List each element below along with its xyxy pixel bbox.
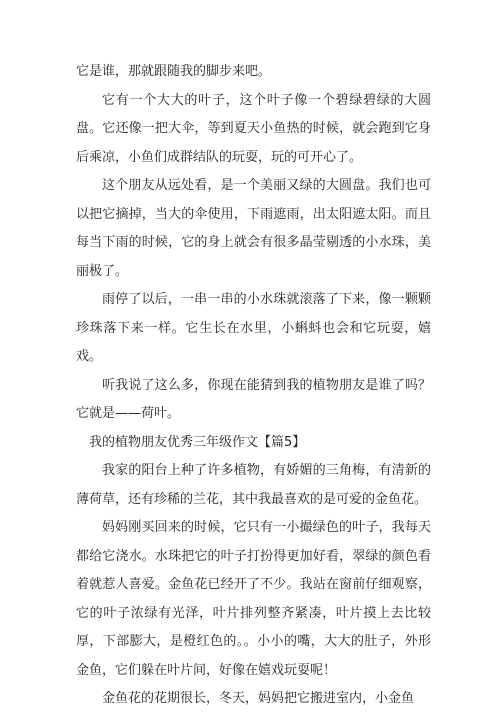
paragraph: 妈妈刚买回来的时候，它只有一小撮绿色的叶子，我每天都给它浇水。水珠把它的叶子打扮得更加好看，翠绿的颜色看着就惹人喜爱。金鱼花已经开了不少。我站在窗前仔细观察，它的叶子浓绿有光泽，叶片排列整齐紧凑，叶片摸上去比较厚，下部膨大，是橙红色的。。小小的嘴，大大的肚子，外形金鱼，它们躲在叶片间，好像在嬉戏玩耍呢！ bbox=[76, 520, 431, 678]
paragraph: 听我说了这么多，你现在能猜到我的植物朋友是谁了吗？它就是——荷叶。 bbox=[76, 377, 431, 421]
section-heading: 我的植物朋友优秀三年级作文【篇5】 bbox=[89, 434, 306, 450]
paragraph: 它是谁，那就跟随我的脚步来吧。 bbox=[76, 64, 272, 79]
paragraph: 雨停了以后，一串一串的小水珠就滚落了下来，像一颗颗珍珠落下来一样。它生长在水里，小蝌蚪也会和它玩耍，嬉戏。 bbox=[76, 292, 431, 364]
paragraph: 这个朋友从远处看，是一个美丽又绿的大圆盘。我们也可以把它摘掉，当大的伞使用，下雨遮雨，出太阳遮太阳。而且每当下雨的时候，它的身上就会有很多晶莹剔透的小水珠，美丽极了。 bbox=[76, 178, 431, 279]
paragraph: 金鱼花的花期很长，冬天，妈妈把它搬进室内，小金鱼 bbox=[102, 691, 415, 706]
document-page bbox=[76, 58, 431, 714]
paragraph: 它有一个大大的叶子，这个叶子像一个碧绿碧绿的大圆盘。它还像一把大伞，等到夏天小鱼热的时候，就会跑到它身后乘凉，小鱼们成群结队的玩耍，玩的可开心了。 bbox=[76, 92, 431, 165]
paragraph: 我家的阳台上种了许多植物，有娇媚的三角梅，有清新的薄荷草，还有珍稀的兰花，其中我最喜欢的是可爱的金鱼花。 bbox=[76, 463, 431, 507]
